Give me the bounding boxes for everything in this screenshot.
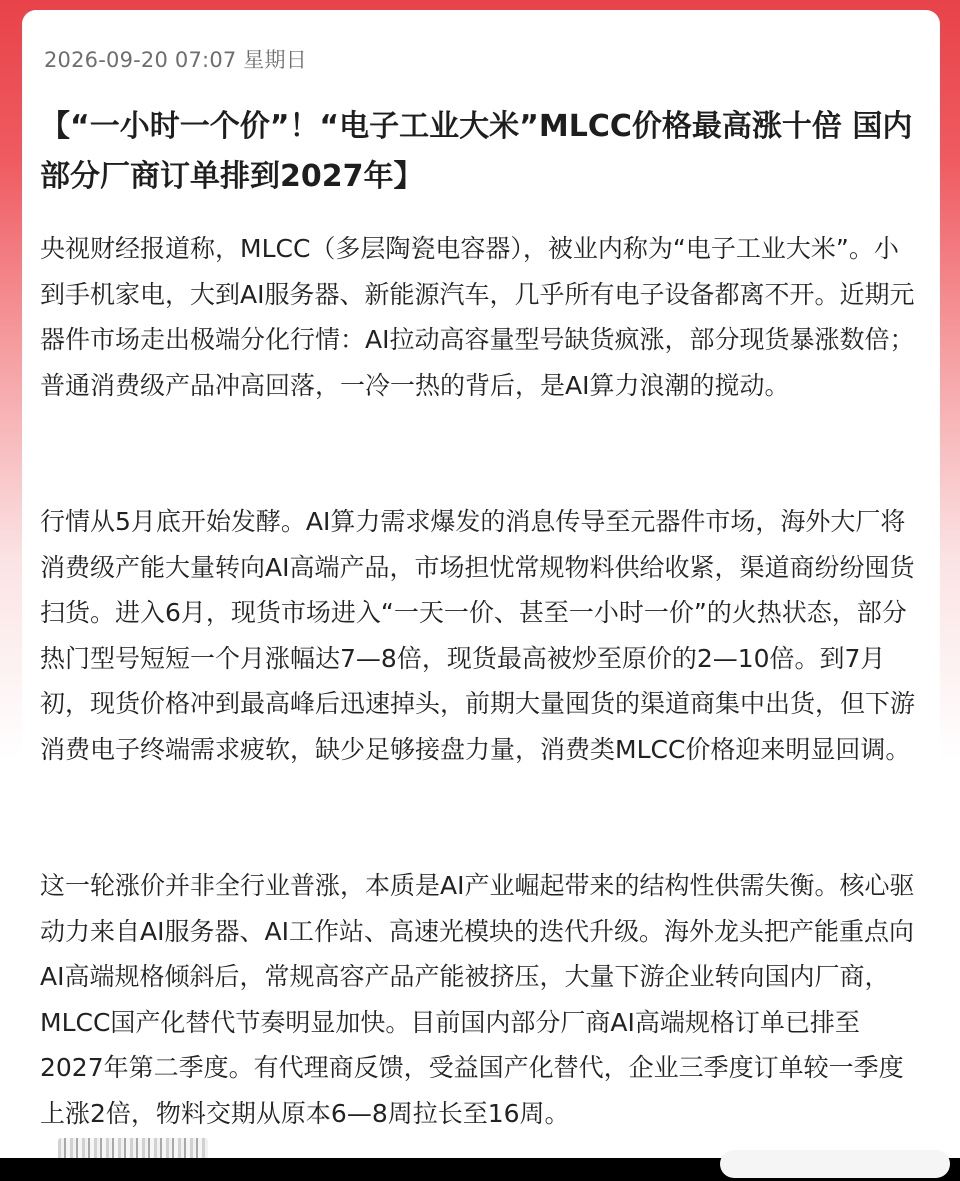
article-headline: 【“一小时一个价”！“电子工业大米”MLCC价格最高涨十倍 国内部分厂商订单排到2027年】 (40, 109, 913, 194)
post-timestamp: 2026-09-20 07:07 星期日 (44, 48, 307, 72)
blurred-watermark (58, 1138, 208, 1158)
home-indicator[interactable] (720, 1150, 950, 1178)
article-card (22, 10, 940, 1158)
article-paragraph-2: 行情从5月底开始发酵。AI算力需求爆发的消息传导至元器件市场，海外大厂将消费级产能大量转向AI高端产品，市场担忧常规物料供给收紧，渠道商纷纷囤货扫货。进入6月，现货市场进入“一天一价、甚至一小时一价”的火热状态，部分热门型号短短一个月涨幅达7—8倍，现货最高被炒至原价的2—10倍。到7月初，现货价格冲到最高峰后迅速掉头，前期大量囤货的渠道商集中出货，但下游消费电子终端需求疲软，缺少足够接盘力量，消费类MLCC价格迎来明显回调。 (40, 507, 916, 764)
article-paragraph-3: 这一轮涨价并非全行业普涨，本质是AI产业崛起带来的结构性供需失衡。核心驱动力来自AI服务器、AI工作站、高速光模块的迭代升级。海外龙头把产能重点向AI高端规格倾斜后，常规高容产品产能被挤压，大量下游企业转向国内厂商，MLCC国产化替代节奏明显加快。目前国内部分厂商AI高端规格订单已排至2027年第二季度。有代理商反馈，受益国产化替代，企业三季度订单较一季度上涨2倍，物料交期从原本6—8周拉长至16周。 (40, 871, 915, 1128)
article-paragraph-1: 央视财经报道称，MLCC（多层陶瓷电容器），被业内称为“电子工业大米”。小到手机家电，大到AI服务器、新能源汽车，几乎所有电子设备都离不开。近期元器件市场走出极端分化行情：AI拉动高容量型号缺货疯涨，部分现货暴涨数倍；普通消费级产品冲高回落，一冷一热的背后，是AI算力浪潮的搅动。 (40, 234, 915, 400)
